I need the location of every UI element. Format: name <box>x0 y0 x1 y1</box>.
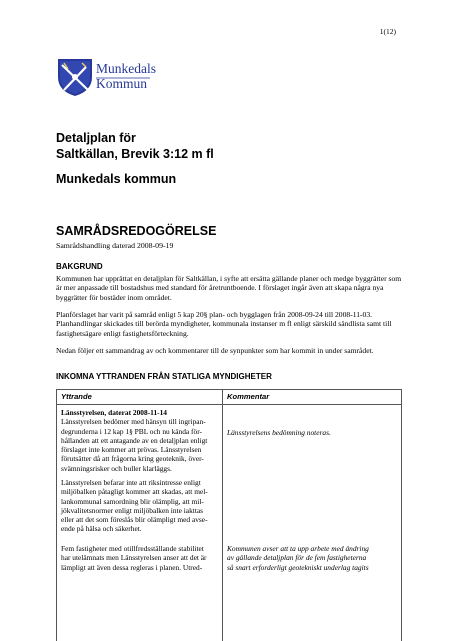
statement-line: förutsätter då att frågorna kring geoteknik, över- <box>61 454 204 464</box>
table-cell-statement <box>61 408 219 473</box>
statement-line: lankommunal samordning blir olämplig, att mil- <box>61 496 204 506</box>
plan-title-line1: Detaljplan för <box>56 131 136 145</box>
statement-line: hållanden att ett antagande av en detaljplan enligt <box>61 435 208 445</box>
table-cell-comment <box>227 428 397 437</box>
statement-line: degrunderna i 12 kap 1§ PBL och nu kända för- <box>61 426 202 436</box>
table-cell-comment <box>227 544 397 572</box>
comment-line: av gällande detaljplan för de fem fastigheterna <box>227 553 367 563</box>
background-paragraph-3: Nedan följer ett sammandrag av och kommentarer till de synpunkter som har kommit in under samrådet. <box>56 346 374 355</box>
statement-line: eller att det som föreslås blir olämpligt med avse- <box>61 515 208 525</box>
comment-line: så snart erforderligt geotekniskt underlag tagits <box>227 562 369 572</box>
logo-text-line2: Kommun <box>96 76 148 91</box>
table-header-row <box>57 390 401 405</box>
statement-line: svämningsrisker och buller klarläggs. <box>61 463 172 473</box>
comment-line: Kommunen avser att ta upp arbete med ändring <box>227 544 369 553</box>
table-cell-statement <box>61 544 219 572</box>
logo-text-line1: Munkedals <box>96 61 156 76</box>
statement-line: miljöbalken påtagligt kommer att skadas, att mel- <box>61 487 208 497</box>
statement-line: förslaget inte kommer att prövas. Länsstyrelsen <box>61 445 202 455</box>
statement-line: Fem fastigheter med otillfredsställande stabilitet <box>61 544 204 553</box>
statement-title: Länsstyrelsen, daterat 2008-11-14 <box>61 408 167 417</box>
statement-line: ende på hälsa och säkerhet. <box>61 524 142 534</box>
plan-title <box>56 130 214 162</box>
table-column-divider <box>222 390 223 641</box>
background-heading: BAKGRUND <box>56 262 103 271</box>
table-header-statement: Yttrande <box>61 392 92 401</box>
document-subheading: Samrådshandling daterad 2008-09-19 <box>56 241 174 250</box>
statement-line: Länsstyrelsen befarar inte att riksintresse enligt <box>61 478 201 487</box>
statement-line: Länsstyrelsen bedömer med hänsyn till ingripan- <box>61 417 206 427</box>
document-heading: SAMRÅDSREDOGÖRELSE <box>56 224 217 238</box>
background-paragraph-2: Planförslaget har varit på samråd enligt 5 kap 20§ plan- och bygglagen från 2008-09-24 till 2008-11-03. Planhandlingar skickades till berörda myndigheter, kommunala instanser m fl enligt särskild sändlista samt till fastighetsägare enligt fastighetsförteckning. <box>56 310 392 338</box>
section-heading: INKOMNA YTTRANDEN FRÅN STATLIGA MYNDIGHETER <box>56 372 272 381</box>
table-header-comment: Kommentar <box>227 392 270 401</box>
logo-text <box>96 61 156 91</box>
table-cell-statement <box>61 478 219 534</box>
comment-line: Länsstyrelsens bedömning noteras. <box>227 428 331 437</box>
statement-line: jökvalitetsnormer enligt miljöbalken inte iakttas <box>61 505 204 515</box>
statement-line: har utelämnats men Länsstyrelsen anser att det är <box>61 553 207 563</box>
page-number: 1(12) <box>379 27 396 36</box>
comments-table <box>56 389 402 641</box>
plan-title-line2: Saltkällan, Brevik 3:12 m fl <box>56 147 214 161</box>
statement-line: lämpligt att även dessa regleras i planen. Utred- <box>61 562 203 572</box>
background-paragraph-1: Kommunen har upprättat en detaljplan för Saltkällan, i syfte att ersätta gällande planer och medge byggrätter som är mer anpassade till bostadshus med standard för åretruntboende. I förslaget ingår även att skapa några nya byggrätter för bostäder inom området. <box>56 274 402 302</box>
organization-name: Munkedals kommun <box>56 172 177 186</box>
